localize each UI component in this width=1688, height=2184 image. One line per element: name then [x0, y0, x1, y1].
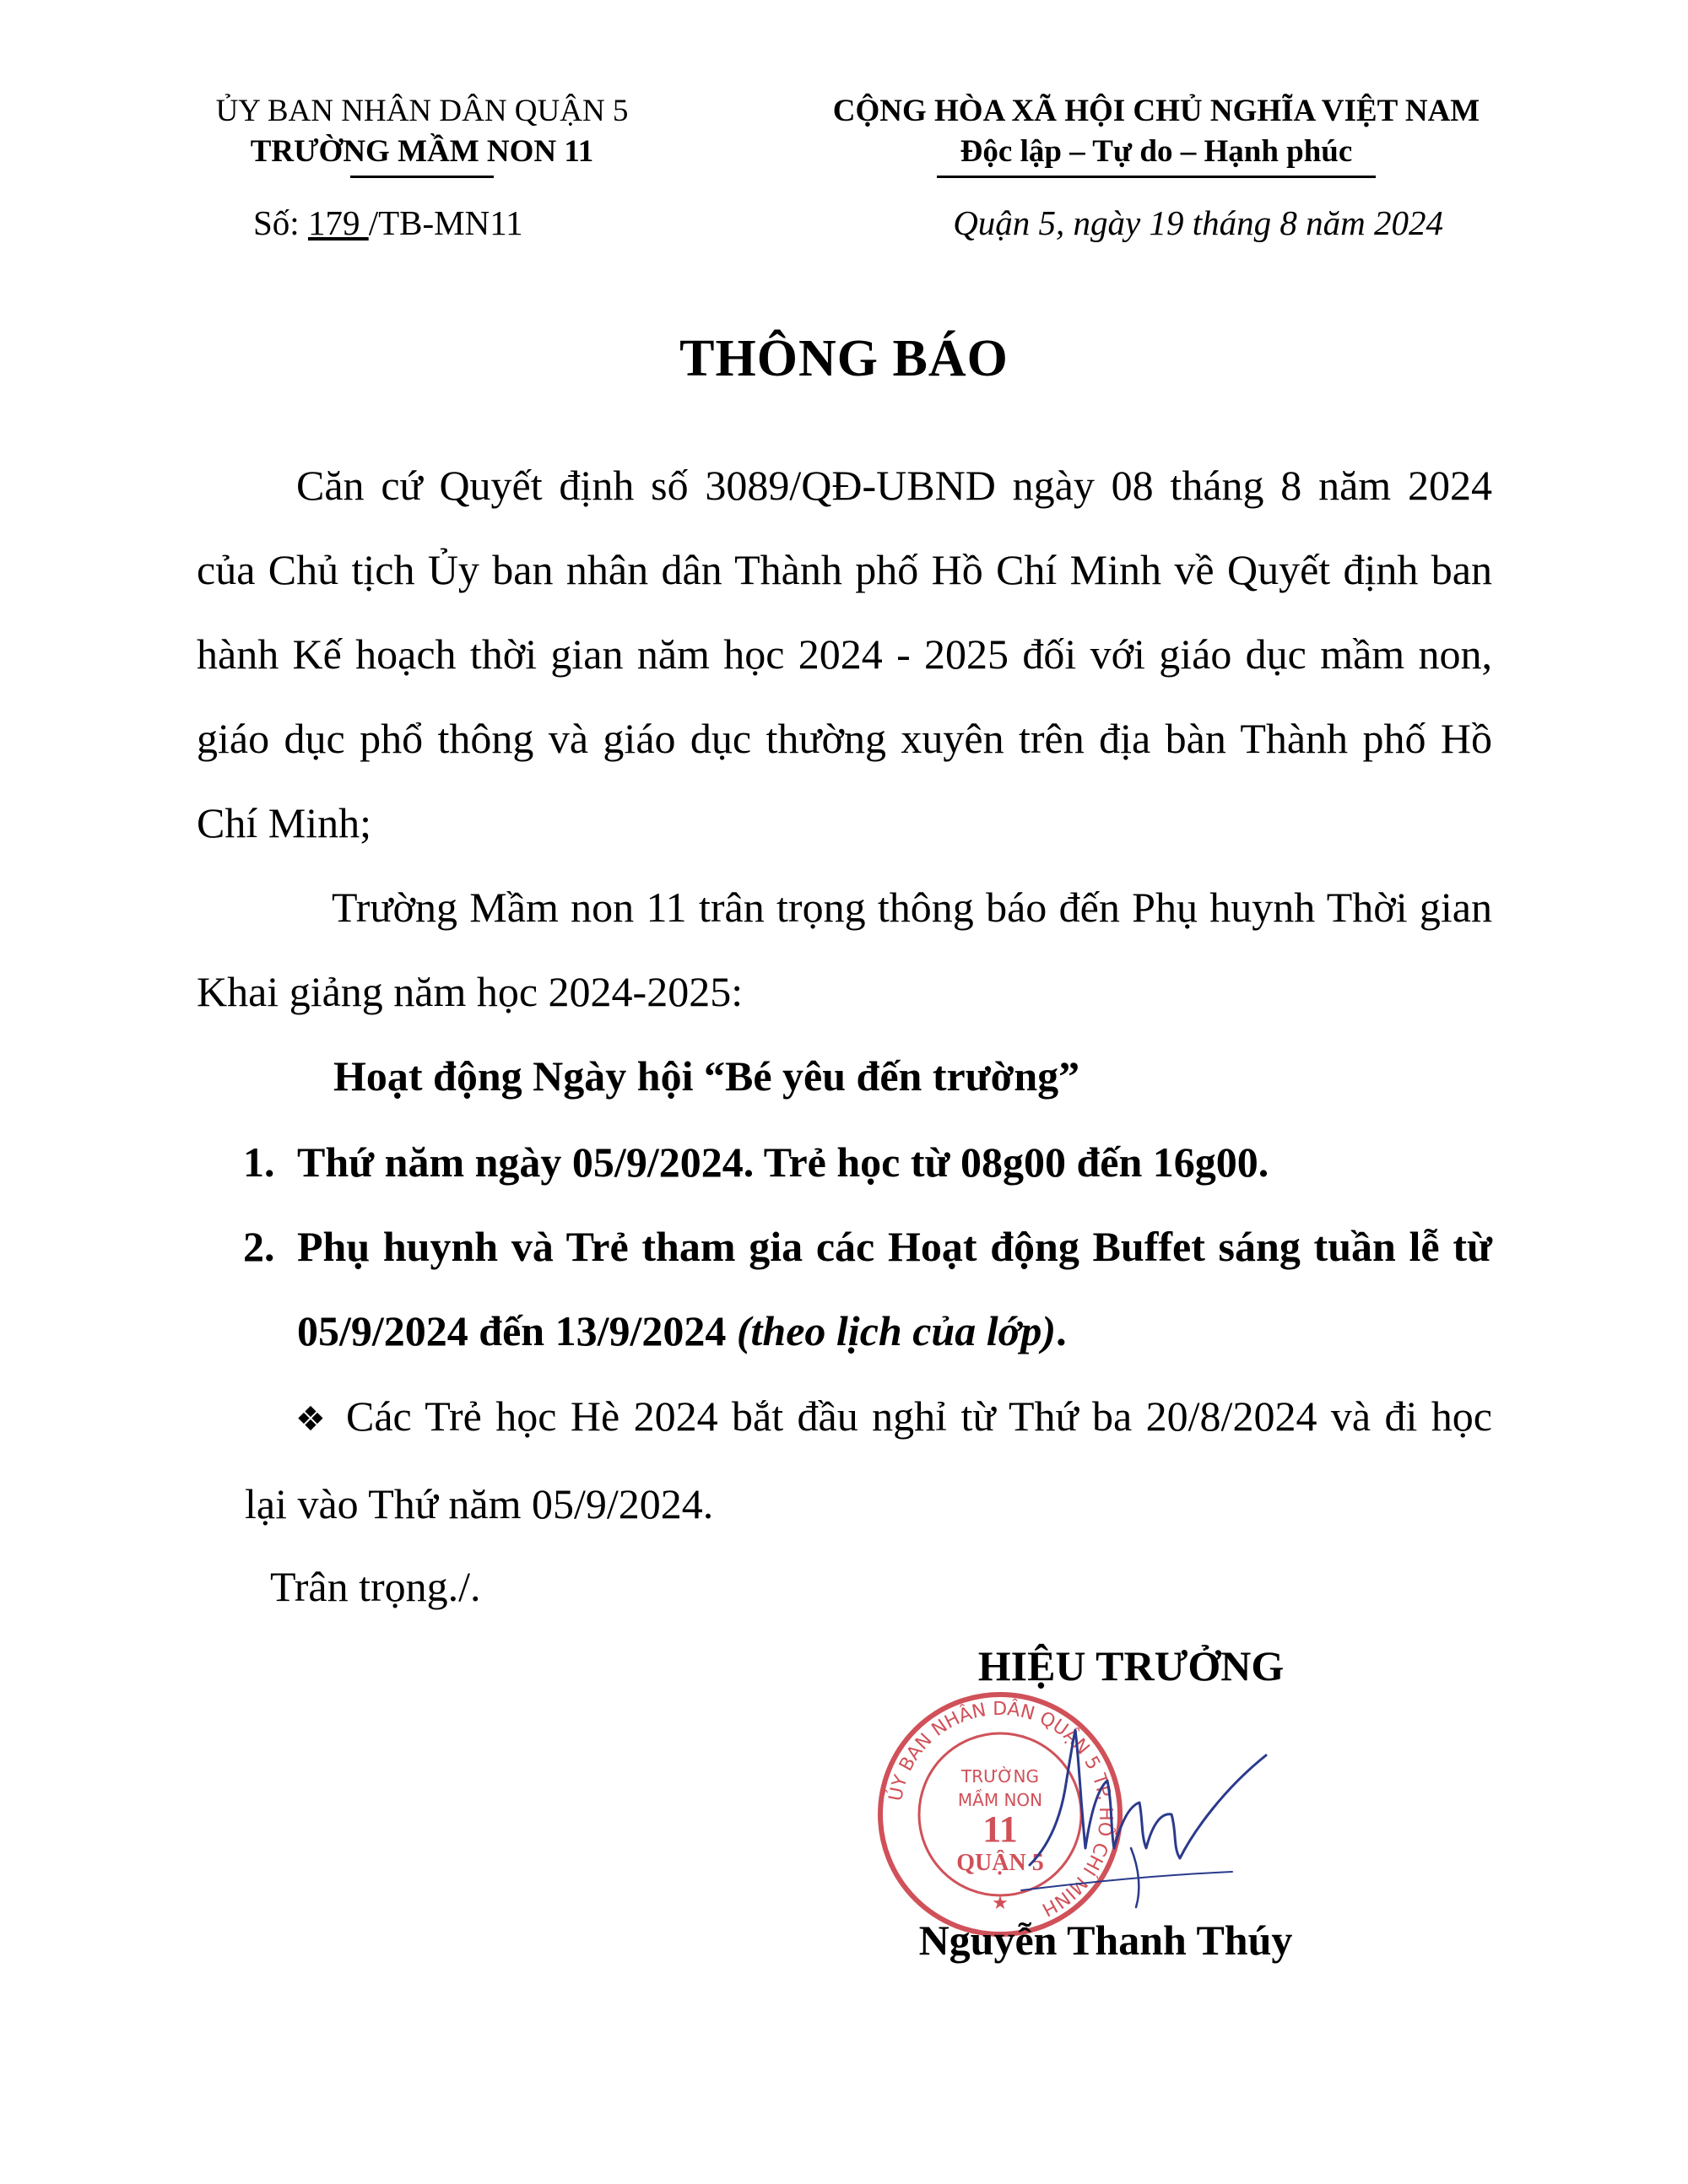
four-diamond-bullet-icon: ❖ — [295, 1400, 326, 1439]
authority-name: ỦY BAN NHÂN DÂN QUẬN 5 — [215, 94, 629, 128]
document-number-value: 179 — [307, 203, 369, 242]
summer-class-note — [245, 1374, 1492, 1546]
svg-text:11: 11 — [982, 1808, 1018, 1850]
national-motto: Độc lập – Tự do – Hạnh phúc — [960, 134, 1353, 169]
list-item-end-punct: . — [1056, 1307, 1067, 1354]
legal-basis-paragraph: Căn cứ Quyết định số 3089/QĐ-UBND ngày 08 tháng 8 năm 2024 của Chủ tịch Ủy ban nhân dân Thành phố Hồ Chí Minh về Quyết định ban hành Kế hoạch thời gian năm học 2024 - 2025 đối với giáo dục mầm non, giáo dục phổ thông và giáo dục thường xuyên trên địa bàn Thành phố Hồ Chí Minh; — [197, 462, 1492, 846]
signer-name: Nguyễn Thanh Thúy — [918, 1916, 1293, 1964]
list-item-text — [297, 1204, 1492, 1373]
svg-text:★: ★ — [992, 1893, 1009, 1914]
summer-class-note-text: Các Trẻ học Hè 2024 bắt đầu nghỉ từ Thứ ba 20/8/2024 và đi học lại vào Thứ năm 05/9/2024. — [245, 1392, 1492, 1527]
svg-text:ỦY BAN NHÂN DÂN QUẬN 5 TP. HỒ: ỦY BAN NHÂN DÂN QUẬN 5 TP. HỒ CHÍ MINH — [885, 1698, 1117, 1920]
document-number — [253, 203, 523, 243]
closing-remark: Trân trọng./. — [270, 1563, 481, 1610]
announcement-paragraph: Trường Mầm non 11 trân trọng thông báo đến Phụ huynh Thời gian Khai giảng năm học 2024-2025: — [197, 884, 1492, 1015]
issuing-authority-block — [160, 91, 684, 178]
school-name: TRƯỜNG MẦM NON 11 — [250, 134, 594, 169]
svg-text:TRƯỜNG: TRƯỜNG — [961, 1766, 1039, 1787]
list-item — [243, 1120, 1492, 1204]
svg-text:QUẬN 5: QUẬN 5 — [956, 1850, 1044, 1876]
list-item-number: 2. — [243, 1223, 275, 1270]
activity-heading: Hoạt động Ngày hội “Bé yêu đến trường” — [333, 1052, 1080, 1100]
schedule-list — [243, 1120, 1492, 1373]
place-and-date: Quận 5, ngày 19 tháng 8 năm 2024 — [953, 203, 1443, 242]
document-number-suffix: /TB-MN11 — [368, 203, 523, 242]
motto-underline — [937, 176, 1376, 178]
document-title: THÔNG BÁO — [679, 330, 1009, 387]
country-name: CỘNG HÒA XÃ HỘI CHỦ NGHĨA VIỆT NAM — [832, 94, 1480, 128]
svg-text:MẦM NON: MẦM NON — [957, 1790, 1043, 1810]
list-item-main-text: Phụ huynh và Trẻ tham gia các Hoạt động Buffet sáng tuần lễ từ 05/9/2024 đến 13/9/2024 — [297, 1223, 1492, 1354]
document-number-prefix: Số: — [253, 203, 308, 242]
handwritten-signature — [1013, 1722, 1300, 1916]
national-motto-block — [734, 91, 1578, 178]
school-name-underline — [350, 176, 494, 178]
list-item-italic-note: (theo lịch của lớp) — [736, 1307, 1057, 1354]
list-item-number: 1. — [243, 1138, 275, 1186]
list-item-text: Thứ năm ngày 05/9/2024. Trẻ học từ 08g00 đến 16g00. — [297, 1138, 1269, 1186]
list-item — [243, 1204, 1492, 1373]
signer-title: HIỆU TRƯỞNG — [977, 1642, 1285, 1689]
